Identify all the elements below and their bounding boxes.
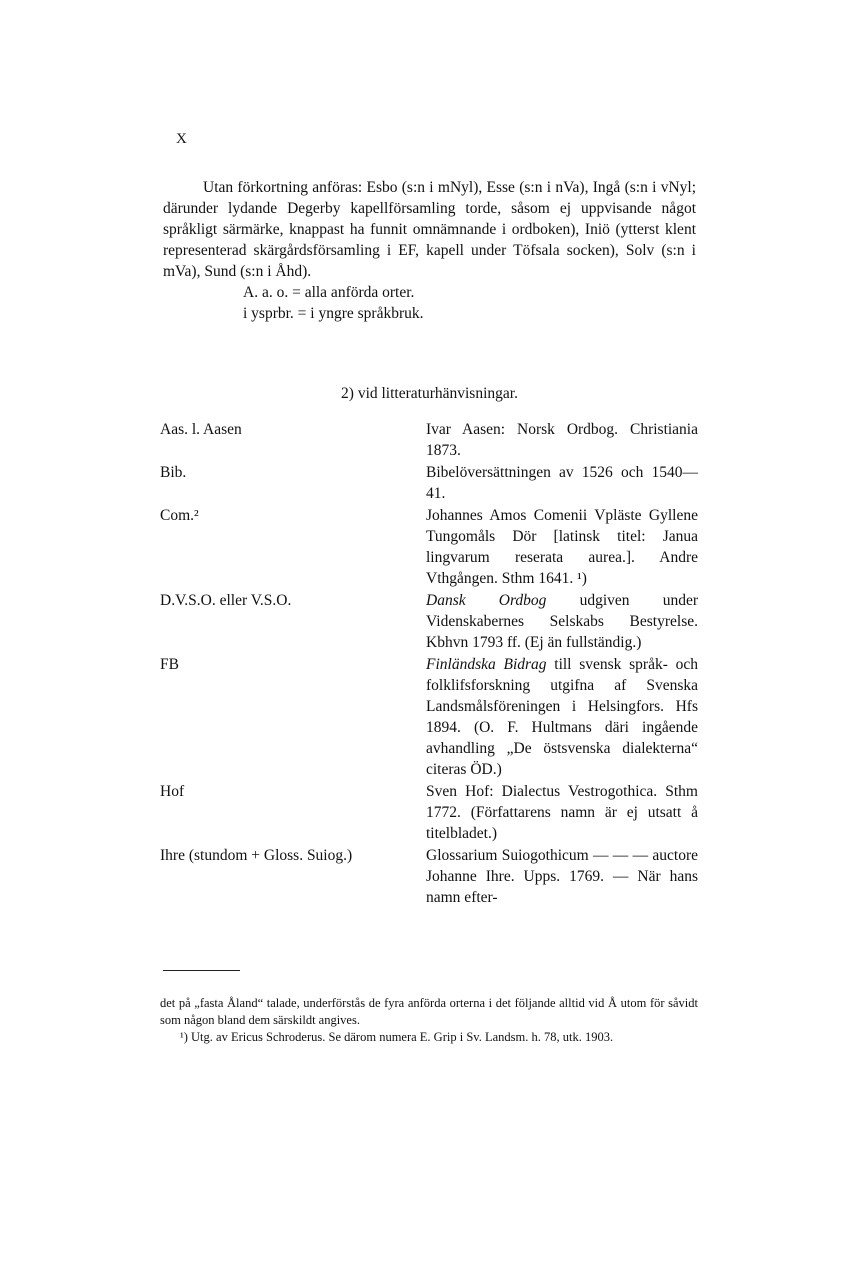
- reference-description: [426, 462, 698, 504]
- reference-text: Johannes Amos Comenii Vpläste Gyllene Tungomåls Dör [latinsk titel: Janua lingvarum reserata aurea.]. Andre Vthgången. Sthm 1641. ¹): [426, 507, 698, 587]
- footnote-1: ¹) Utg. av Ericus Schroderus. Se därom numera E. Grip i Sv. Landsm. h. 78, utk. 1903.: [180, 1030, 614, 1044]
- footnote-continued: det på „fasta Åland“ talade, underförstås de fyra anförda orterna i det följande alltid vid Å utom för såvidt som någon bland dem särskildt angives.: [160, 996, 698, 1027]
- reference-term: Hof: [160, 783, 185, 800]
- reference-title: Dansk Ordbog: [426, 592, 547, 609]
- intro-section: [163, 177, 696, 324]
- reference-text: udgiven under Videnskabernes Selskabs Bestyrelse. Kbhvn 1793 ff. (Ej än fullständig.): [426, 592, 698, 651]
- reference-text: Ivar Aasen: Norsk Ordbog. Christiania 1873.: [426, 421, 698, 459]
- reference-entry: [160, 845, 698, 908]
- reference-entry: [160, 590, 698, 653]
- reference-text: Sven Hof: Dialectus Vestrogothica. Sthm 1772. (Författarens namn är ej utsatt å titelbladet.): [426, 783, 698, 842]
- reference-entry: [160, 419, 698, 461]
- footnote-divider: [163, 970, 240, 971]
- reference-term: D.V.S.O. eller V.S.O.: [160, 592, 292, 609]
- reference-title: Finländska Bidrag: [426, 656, 547, 673]
- reference-text: till svensk språk- och folklifsforskning utgifna af Svenska Landsmålsföreningen i Helsingfors. Hfs 1894. (O. F. Hultmans däri ingående avhandling „De östsvenska dialekterna“ citeras ÖD.): [426, 656, 698, 778]
- reference-description: [426, 654, 698, 780]
- reference-term: Ihre (stundom + Gloss. Suiog.): [160, 847, 353, 864]
- reference-description: [426, 505, 698, 589]
- reference-entry: [160, 462, 698, 504]
- reference-description: [426, 845, 698, 908]
- reference-description: [426, 419, 698, 461]
- reference-entry: [160, 505, 698, 589]
- section-heading: 2) vid litteraturhänvisningar.: [341, 385, 518, 402]
- reference-list: [160, 419, 698, 908]
- intro-paragraph: Utan förkortning anföras: Esbo (s:n i mNyl), Esse (s:n i nVa), Ingå (s:n i vNyl; därunder lydande Degerby kapellförsamling torde, såsom ej uppvisande något språkligt särmärke, knappast ha funnit omnämnande i ordboken), Iniö (ytterst klent representerad skärgårdsförsamling i EF, kapell under Töfsala socken), Solv (s:n i mVa), Sund (s:n i Åhd).: [163, 179, 696, 280]
- abbreviation-line: A. a. o. = alla anförda orter.: [243, 284, 415, 301]
- reference-term: Bib.: [160, 464, 187, 481]
- reference-term: Com.²: [160, 507, 199, 524]
- reference-description: [426, 781, 698, 844]
- reference-term: FB: [160, 656, 179, 673]
- reference-description: [426, 590, 698, 653]
- reference-text: Bibelöversättningen av 1526 och 1540—41.: [426, 464, 698, 502]
- page-number: X: [176, 131, 187, 147]
- reference-entry: [160, 781, 698, 844]
- reference-entry: [160, 654, 698, 780]
- reference-text: Glossarium Suiogothicum — — — auctore Johanne Ihre. Upps. 1769. — När hans namn efter-: [426, 847, 698, 906]
- reference-term: Aas. l. Aasen: [160, 421, 242, 438]
- abbreviation-line: i ysprbr. = i yngre språkbruk.: [243, 305, 424, 322]
- footnotes: [160, 995, 698, 1046]
